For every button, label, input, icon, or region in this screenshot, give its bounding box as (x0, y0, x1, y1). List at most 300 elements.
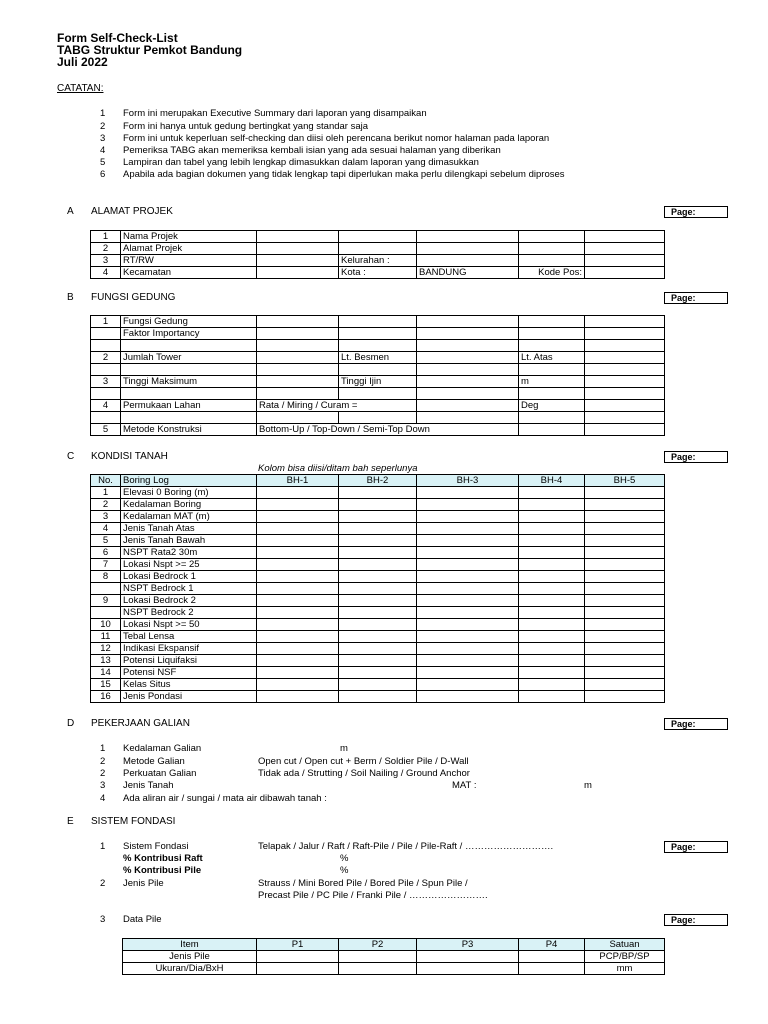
cell-input[interactable] (519, 547, 585, 559)
cell-input[interactable] (257, 376, 339, 388)
excavation-method-options: Open cut / Open cut + Berm / Soldier Pile / D-Wall (258, 756, 469, 767)
row-number: 3 (91, 376, 121, 388)
cell-input[interactable] (519, 619, 585, 631)
row-label: Faktor Importancy (121, 328, 257, 340)
cell-input[interactable] (339, 487, 417, 499)
cell-input[interactable] (417, 231, 519, 243)
section-a-title: ALAMAT PROJEK (91, 206, 173, 217)
pile-contribution-label: % Kontribusi Pile (123, 865, 202, 876)
excavation-support-options: Tidak ada / Strutting / Soil Nailing / Ground Anchor (258, 768, 470, 779)
cell-input[interactable] (519, 243, 585, 255)
note-number: 2 (100, 121, 106, 132)
table-header-row (123, 939, 665, 951)
spacer-row (91, 340, 665, 352)
column-header: Satuan (585, 939, 665, 951)
row-label: Permukaan Lahan (121, 400, 257, 412)
cell-input[interactable] (585, 679, 665, 691)
table-row (91, 691, 665, 703)
row-number (91, 583, 121, 595)
table-row (91, 267, 665, 279)
page-field-a[interactable]: Page: (664, 206, 728, 218)
cell-input[interactable] (417, 571, 519, 583)
slope-options: Rata / Miring / Curam = (257, 400, 417, 412)
cell-input[interactable] (257, 511, 339, 523)
row-number: 9 (91, 595, 121, 607)
table-row (123, 963, 665, 975)
cell-input[interactable] (585, 316, 665, 328)
column-header: P1 (257, 939, 339, 951)
cell-input[interactable] (519, 679, 585, 691)
cell-input[interactable] (585, 376, 665, 388)
column-header: BH-4 (519, 475, 585, 487)
cell-input[interactable] (585, 328, 665, 340)
cell-input[interactable] (339, 499, 417, 511)
cell-input[interactable] (519, 523, 585, 535)
cell-input[interactable] (339, 631, 417, 643)
pile-data-label: Data Pile (123, 914, 162, 925)
cell-input[interactable] (585, 571, 665, 583)
pile-item-label: Jenis Pile (123, 951, 257, 963)
cell-input[interactable] (585, 243, 665, 255)
cell-input[interactable] (585, 535, 665, 547)
form-title: Form Self-Check-List (57, 31, 178, 45)
table-row (91, 583, 665, 595)
item-number: 2 (100, 768, 106, 779)
column-header: BH-5 (585, 475, 665, 487)
cell-input[interactable] (417, 547, 519, 559)
cell-input[interactable] (417, 655, 519, 667)
table-header-row (91, 475, 665, 487)
pile-data-table (122, 938, 665, 975)
cell-input[interactable] (417, 243, 519, 255)
cell-input[interactable] (417, 376, 519, 388)
cell-input[interactable] (417, 679, 519, 691)
cell-input[interactable] (257, 255, 339, 267)
note-text: Pemeriksa TABG akan memeriksa kembali isian yang ada sesuai halaman yang diberikan (123, 145, 501, 156)
row-label: NSPT Rata2 30m (121, 547, 257, 559)
cell-input[interactable] (417, 487, 519, 499)
row-number: 4 (91, 267, 121, 279)
cell-input[interactable] (519, 231, 585, 243)
cell-input[interactable] (257, 547, 339, 559)
section-a-letter: A (67, 206, 74, 217)
row-label: Fungsi Gedung (121, 316, 257, 328)
notes-label: CATATAN: (57, 83, 104, 94)
raft-contribution-label: % Kontribusi Raft (123, 853, 203, 864)
row-label: RT/RW (121, 255, 257, 267)
cell-input[interactable] (339, 643, 417, 655)
cell-input[interactable] (417, 691, 519, 703)
cell-input[interactable] (257, 487, 339, 499)
column-header: BH-1 (257, 475, 339, 487)
cell-input[interactable] (519, 963, 585, 975)
cell-input[interactable] (417, 619, 519, 631)
cell-input[interactable] (257, 352, 339, 364)
item-number: 1 (100, 743, 106, 754)
soil-table (90, 474, 665, 703)
cell-input[interactable] (519, 643, 585, 655)
cell-input[interactable] (519, 535, 585, 547)
table-row (91, 400, 665, 412)
row-number: 1 (91, 231, 121, 243)
row-label: Tebal Lensa (121, 631, 257, 643)
cell-input[interactable] (519, 328, 585, 340)
row-label: Potensi NSF (121, 667, 257, 679)
cell-input[interactable] (257, 267, 339, 279)
note-number: 5 (100, 157, 106, 168)
cell-input[interactable] (519, 487, 585, 499)
cell-input[interactable] (417, 499, 519, 511)
section-b-title: FUNGSI GEDUNG (91, 292, 176, 303)
page-field-b[interactable]: Page: (664, 292, 728, 304)
cell-input[interactable] (339, 231, 417, 243)
cell-input[interactable] (417, 963, 519, 975)
cell-input[interactable] (339, 607, 417, 619)
foundation-system-options: Telapak / Jalur / Raft / Raft-Pile / Pile / Pile-Raft / ………………………. (258, 841, 554, 852)
pile-type-options: Strauss / Mini Bored Pile / Bored Pile / Spun Pile / (258, 878, 468, 889)
unit-label: Deg (519, 400, 585, 412)
mat-label: MAT : (452, 780, 477, 791)
row-number: 13 (91, 655, 121, 667)
table-row (91, 231, 665, 243)
page-field-c[interactable]: Page: (664, 451, 728, 463)
column-header: Boring Log (121, 475, 257, 487)
table-row (91, 487, 665, 499)
row-number: 16 (91, 691, 121, 703)
column-header: BH-2 (339, 475, 417, 487)
cell-input[interactable] (585, 619, 665, 631)
row-label: Lokasi Bedrock 2 (121, 595, 257, 607)
cell-input[interactable] (417, 595, 519, 607)
unit-label: % (340, 865, 349, 876)
row-label: NSPT Bedrock 1 (121, 583, 257, 595)
item-number: 2 (100, 878, 106, 889)
cell-input[interactable] (585, 595, 665, 607)
cell-input[interactable] (417, 400, 519, 412)
table-row (123, 951, 665, 963)
unit-label: m (584, 780, 592, 791)
table-row (91, 667, 665, 679)
page-field-e1[interactable]: Page: (664, 841, 728, 853)
cell-input[interactable] (257, 231, 339, 243)
note-text: Form ini merupakan Executive Summary dari laporan yang disampaikan (123, 108, 427, 119)
table-row (91, 547, 665, 559)
section-b-letter: B (67, 292, 74, 303)
spacer-row (91, 412, 665, 424)
cell-input[interactable] (257, 523, 339, 535)
form-subtitle: TABG Struktur Pemkot Bandung (57, 43, 243, 57)
row-label: Indikasi Ekspansif (121, 643, 257, 655)
kota-value: BANDUNG (417, 267, 519, 279)
cell-input[interactable] (257, 607, 339, 619)
note-text: Apabila ada bagian dokumen yang tidak lengkap tapi diperlukan maka perlu dilengkapi sebelum diproses (123, 169, 565, 180)
cell-input[interactable] (339, 559, 417, 571)
cell-input[interactable] (519, 499, 585, 511)
cell-input[interactable] (417, 583, 519, 595)
table-row (91, 316, 665, 328)
row-label: NSPT Bedrock 2 (121, 607, 257, 619)
cell-input[interactable] (519, 424, 585, 436)
cell-input[interactable] (519, 583, 585, 595)
cell-input[interactable] (339, 691, 417, 703)
cell-input[interactable] (257, 691, 339, 703)
cell-input[interactable] (339, 511, 417, 523)
cell-input[interactable] (257, 631, 339, 643)
row-number: 4 (91, 523, 121, 535)
cell-input[interactable] (257, 951, 339, 963)
row-number: 14 (91, 667, 121, 679)
cell-input[interactable] (257, 595, 339, 607)
table-row (91, 595, 665, 607)
cell-input[interactable] (519, 691, 585, 703)
row-number: 15 (91, 679, 121, 691)
column-header: P2 (339, 939, 417, 951)
page-field-d[interactable]: Page: (664, 718, 728, 730)
row-number: 2 (91, 243, 121, 255)
pile-unit-label: PCP/BP/SP (585, 951, 665, 963)
unit-label: m (340, 743, 348, 754)
basement-label: Lt. Besmen (339, 352, 417, 364)
cell-input[interactable] (519, 667, 585, 679)
cell-input[interactable] (519, 607, 585, 619)
column-header: BH-3 (417, 475, 519, 487)
cell-input[interactable] (417, 511, 519, 523)
row-label: Kedalaman MAT (m) (121, 511, 257, 523)
cell-input[interactable] (257, 679, 339, 691)
kode-pos-label: Kode Pos: (519, 267, 585, 279)
cell-input[interactable] (519, 316, 585, 328)
cell-input[interactable] (585, 231, 665, 243)
cell-input[interactable] (585, 511, 665, 523)
cell-input[interactable] (257, 583, 339, 595)
table-row (91, 376, 665, 388)
cell-input[interactable] (257, 535, 339, 547)
table-row (91, 643, 665, 655)
section-e-title: SISTEM FONDASI (91, 816, 176, 827)
cell-input[interactable] (585, 499, 665, 511)
row-label: Jenis Tanah Bawah (121, 535, 257, 547)
excavation-method-label: Metode Galian (123, 756, 185, 767)
cell-input[interactable] (257, 643, 339, 655)
note-number: 4 (100, 145, 106, 156)
cell-input[interactable] (585, 547, 665, 559)
cell-input[interactable] (339, 619, 417, 631)
construction-method-options: Bottom-Up / Top-Down / Semi-Top Down (257, 424, 519, 436)
row-label: Kecamatan (121, 267, 257, 279)
cell-input[interactable] (585, 352, 665, 364)
row-label: Kedalaman Boring (121, 499, 257, 511)
cell-input[interactable] (339, 243, 417, 255)
row-number: 12 (91, 643, 121, 655)
row-number: 5 (91, 535, 121, 547)
cell-input[interactable] (519, 631, 585, 643)
cell-input[interactable] (417, 523, 519, 535)
row-label: Kelas Situs (121, 679, 257, 691)
cell-input[interactable] (585, 487, 665, 499)
row-number: 8 (91, 571, 121, 583)
pile-type-label: Jenis Pile (123, 878, 164, 889)
cell-input[interactable] (257, 328, 339, 340)
row-label: Nama Projek (121, 231, 257, 243)
allowed-height-label: Tinggi Ijin (339, 376, 417, 388)
pile-item-label: Ukuran/Dia/BxH (123, 963, 257, 975)
section-c-title: KONDISI TANAH (91, 451, 168, 462)
cell-input[interactable] (417, 352, 519, 364)
cell-input[interactable] (519, 571, 585, 583)
row-number (91, 607, 121, 619)
row-number: 5 (91, 424, 121, 436)
table-row (91, 328, 665, 340)
excavation-support-label: Perkuatan Galian (123, 768, 197, 779)
cell-input[interactable] (339, 679, 417, 691)
unit-label: % (340, 853, 349, 864)
cell-input[interactable] (339, 595, 417, 607)
item-number: 3 (100, 780, 106, 791)
cell-input[interactable] (417, 328, 519, 340)
cell-input[interactable] (339, 655, 417, 667)
cell-input[interactable] (257, 667, 339, 679)
cell-input[interactable] (257, 243, 339, 255)
note-number: 1 (100, 108, 106, 119)
table-row (91, 535, 665, 547)
cell-input[interactable] (257, 655, 339, 667)
row-number: 1 (91, 316, 121, 328)
cell-input[interactable] (585, 655, 665, 667)
cell-input[interactable] (585, 400, 665, 412)
cell-input[interactable] (339, 328, 417, 340)
column-header: No. (91, 475, 121, 487)
row-number: 4 (91, 400, 121, 412)
section-c-letter: C (67, 451, 75, 462)
cell-input[interactable] (519, 595, 585, 607)
cell-input[interactable] (585, 255, 665, 267)
cell-input[interactable] (519, 511, 585, 523)
spacer-row (91, 364, 665, 376)
cell-input[interactable] (585, 559, 665, 571)
row-number: 3 (91, 511, 121, 523)
cell-input[interactable] (257, 499, 339, 511)
row-label: Potensi Liquifaksi (121, 655, 257, 667)
address-table (90, 230, 665, 279)
cell-input[interactable] (417, 559, 519, 571)
note-number: 6 (100, 169, 106, 180)
cell-input[interactable] (585, 583, 665, 595)
table-row (91, 352, 665, 364)
row-label: Metode Konstruksi (121, 424, 257, 436)
table-row (91, 679, 665, 691)
cell-input[interactable] (585, 267, 665, 279)
row-label: Lokasi Nspt >= 25 (121, 559, 257, 571)
cell-input[interactable] (585, 424, 665, 436)
row-number: 11 (91, 631, 121, 643)
cell-input[interactable] (257, 619, 339, 631)
table-row (91, 619, 665, 631)
row-label: Jenis Pondasi (121, 691, 257, 703)
column-header: P3 (417, 939, 519, 951)
cell-input[interactable] (339, 316, 417, 328)
cell-input[interactable] (585, 523, 665, 535)
foundation-system-label: Sistem Fondasi (123, 841, 189, 852)
section-d-letter: D (67, 718, 75, 729)
unit-label: m (519, 376, 585, 388)
item-number: 2 (100, 756, 106, 767)
section-d-title: PEKERJAAN GALIAN (91, 718, 190, 729)
item-number: 4 (100, 793, 106, 804)
cell-input[interactable] (417, 607, 519, 619)
table-row (91, 499, 665, 511)
row-number: 10 (91, 619, 121, 631)
item-number: 1 (100, 841, 106, 852)
cell-input[interactable] (257, 963, 339, 975)
row-label: Tinggi Maksimum (121, 376, 257, 388)
table-row (91, 631, 665, 643)
cell-input[interactable] (257, 316, 339, 328)
cell-input[interactable] (519, 951, 585, 963)
cell-input[interactable] (585, 667, 665, 679)
cell-input[interactable] (339, 571, 417, 583)
row-number: 6 (91, 547, 121, 559)
column-header: P4 (519, 939, 585, 951)
cell-input[interactable] (417, 316, 519, 328)
cell-input[interactable] (339, 535, 417, 547)
cell-input[interactable] (417, 951, 519, 963)
cell-input[interactable] (417, 255, 519, 267)
row-number: 3 (91, 255, 121, 267)
cell-input[interactable] (585, 691, 665, 703)
pile-unit-label: mm (585, 963, 665, 975)
table-row (91, 559, 665, 571)
cell-input[interactable] (519, 655, 585, 667)
cell-input[interactable] (339, 667, 417, 679)
cell-input[interactable] (585, 607, 665, 619)
kota-label: Kota : (339, 267, 417, 279)
note-number: 3 (100, 133, 106, 144)
cell-input[interactable] (519, 255, 585, 267)
note-text: Lampiran dan tabel yang lebih lengkap dimasukkan dalam laporan yang dimasukkan (123, 157, 479, 168)
cell-input[interactable] (339, 583, 417, 595)
table-row (91, 571, 665, 583)
table-row (91, 523, 665, 535)
cell-input[interactable] (257, 571, 339, 583)
cell-input[interactable] (417, 667, 519, 679)
table-row (91, 243, 665, 255)
table-row (91, 511, 665, 523)
cell-input[interactable] (417, 535, 519, 547)
table-row (91, 607, 665, 619)
cell-input[interactable] (417, 643, 519, 655)
table-row (91, 424, 665, 436)
cell-input[interactable] (519, 559, 585, 571)
cell-input[interactable] (257, 559, 339, 571)
row-label: Lokasi Nspt >= 50 (121, 619, 257, 631)
page-field-e3[interactable]: Page: (664, 914, 728, 926)
cell-input[interactable] (585, 631, 665, 643)
cell-input[interactable] (339, 523, 417, 535)
cell-input[interactable] (585, 643, 665, 655)
underground-water-label: Ada aliran air / sungai / mata air dibawah tanah : (123, 793, 327, 804)
cell-input[interactable] (339, 547, 417, 559)
row-label: Alamat Projek (121, 243, 257, 255)
excavation-depth-label: Kedalaman Galian (123, 743, 202, 754)
pile-type-options-2: Precast Pile / PC Pile / Franki Pile / ……………………. (258, 890, 488, 901)
row-number: 2 (91, 499, 121, 511)
cell-input[interactable] (417, 631, 519, 643)
cell-input[interactable] (339, 963, 417, 975)
cell-input[interactable] (339, 951, 417, 963)
kelurahan-label: Kelurahan : (339, 255, 417, 267)
soil-table-note: Kolom bisa diisi/ditam bah seperlunya (258, 463, 418, 474)
row-number: 7 (91, 559, 121, 571)
